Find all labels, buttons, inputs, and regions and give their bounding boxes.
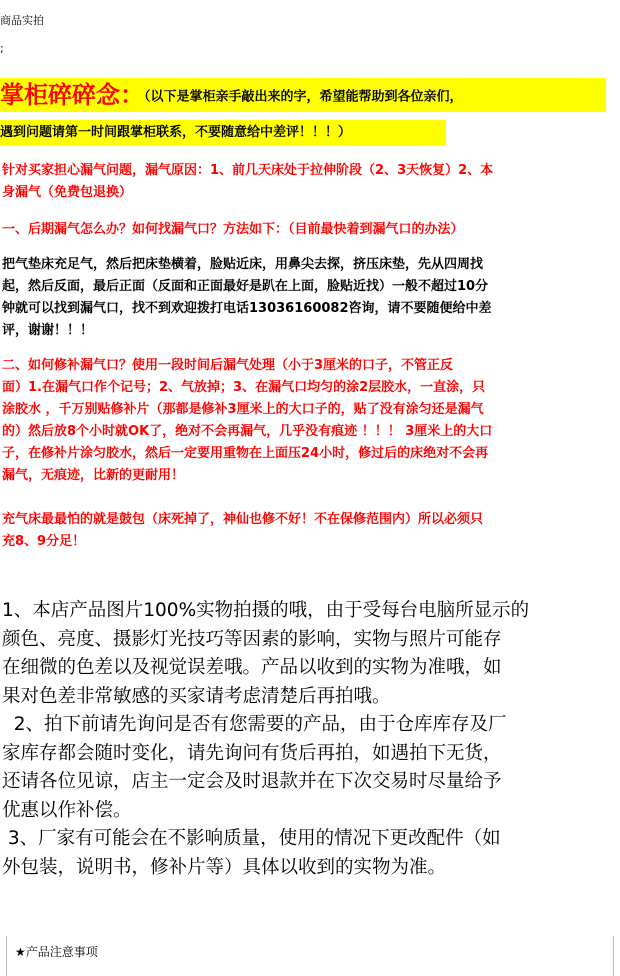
policy-line: 2、拍下前请先询问是否有您需要的产品，由于仓库库存及厂 xyxy=(2,714,507,735)
text-line: 充8、9分足！ xyxy=(2,534,86,549)
policy-line: 1、本店产品图片100%实物拍摄的哦，由于受每台电脑所显示的 xyxy=(2,600,530,621)
find-leak-heading xyxy=(2,219,618,241)
policy-line: 还请各位见谅，店主一定会及时退款并在下次交易时尽量给予 xyxy=(2,771,502,792)
text-line: 起，然后反面，最后正面（反面和正面最好是趴在上面，脸贴近找）一般不超过10分 xyxy=(2,279,489,294)
text-line: 二、如何修补漏气口？使用一段时间后漏气处理（小于3厘米的口子，不管正反 xyxy=(2,358,454,373)
store-policy xyxy=(2,597,618,882)
text-line: 涂胶水 ，千万别贴修补片（那都是修补3厘米上的大口子的，贴了没有涂匀还是漏气 xyxy=(2,402,484,417)
policy-line: 外包装，说明书，修补片等）具体以收到的实物为准。 xyxy=(2,856,447,878)
text-line: 钟就可以找到漏气口，找不到欢迎拨打电话13036160082咨询，请不要随便给中差 xyxy=(2,301,492,316)
repair-instructions xyxy=(2,355,618,487)
text-line: 子，在修补片涂匀胶水，然后一定要用重物在上面压24小时，修过后的床绝对不会再 xyxy=(2,446,489,461)
banner-title: 掌柜碎碎念： xyxy=(0,81,144,109)
policy-line: 在细微的色差以及视觉误差哦。产品以收到的实物为准哦，如 xyxy=(2,657,502,678)
banner-subtitle-2: 遇到问题请第一时间跟掌柜联系，不要随意给中差评！！！） xyxy=(0,125,352,140)
find-leak-instructions xyxy=(2,254,618,342)
separator: ; xyxy=(0,42,4,55)
text-line: 一、后期漏气怎么办？如何找漏气口？方法如下：（目前最快着到漏气口的办法） xyxy=(2,222,464,237)
text-line: 针对买家担心漏气问题，漏气原因：1、前几天床处于拉伸阶段（2、3天恢复）2、本 xyxy=(2,163,494,178)
product-notice-box xyxy=(6,936,614,976)
section-label: 商品实拍 xyxy=(0,14,44,27)
text-line: 评，谢谢！！！ xyxy=(2,323,94,338)
banner-line-2 xyxy=(0,120,446,146)
text-line: 把气垫床充足气，然后把床垫横着，脸贴近床，用鼻尖去探，挤压床垫，先从四周找 xyxy=(2,257,484,272)
text-line: 的）然后放8个小时就OK了，绝对不会再漏气，几乎没有痕迹 ！！！ 3厘米上的大口 xyxy=(2,424,493,439)
banner-subtitle-1: （以下是掌柜亲手敲出来的字，希望能帮助到各位亲们， xyxy=(144,89,463,105)
notice-title: ★产品注意事项 xyxy=(15,945,98,959)
text-line: 漏气，无痕迹，比新的更耐用！ xyxy=(2,468,185,483)
policy-line: 颜色、亮度、摄影灯光技巧等因素的影响，实物与照片可能存 xyxy=(2,628,502,650)
policy-line: 果对色差非常敏感的买家请考虑清楚后再拍哦。 xyxy=(2,685,391,707)
policy-line: 3、厂家有可能会在不影响质量，使用的情况下更改配件（如 xyxy=(2,828,501,849)
policy-line: 优惠以作补偿。 xyxy=(2,799,132,821)
inflate-warning xyxy=(2,509,618,553)
text-line: 充气床最最怕的就是鼓包（床死掉了，神仙也修不好！不在保修范围内）所以必须只 xyxy=(2,512,484,527)
leak-cause-note xyxy=(2,160,618,204)
policy-line: 家库存都会随时变化，请先询问有货后再拍，如遇拍下无货， xyxy=(2,742,502,764)
text-line: 身漏气（免费包退换） xyxy=(2,185,133,200)
text-line: 面）1.在漏气口作个记号；2、气放掉；3、在漏气口均匀的涂2层胶水，一直涂，只 xyxy=(2,380,486,395)
banner-line-1 xyxy=(0,78,606,112)
